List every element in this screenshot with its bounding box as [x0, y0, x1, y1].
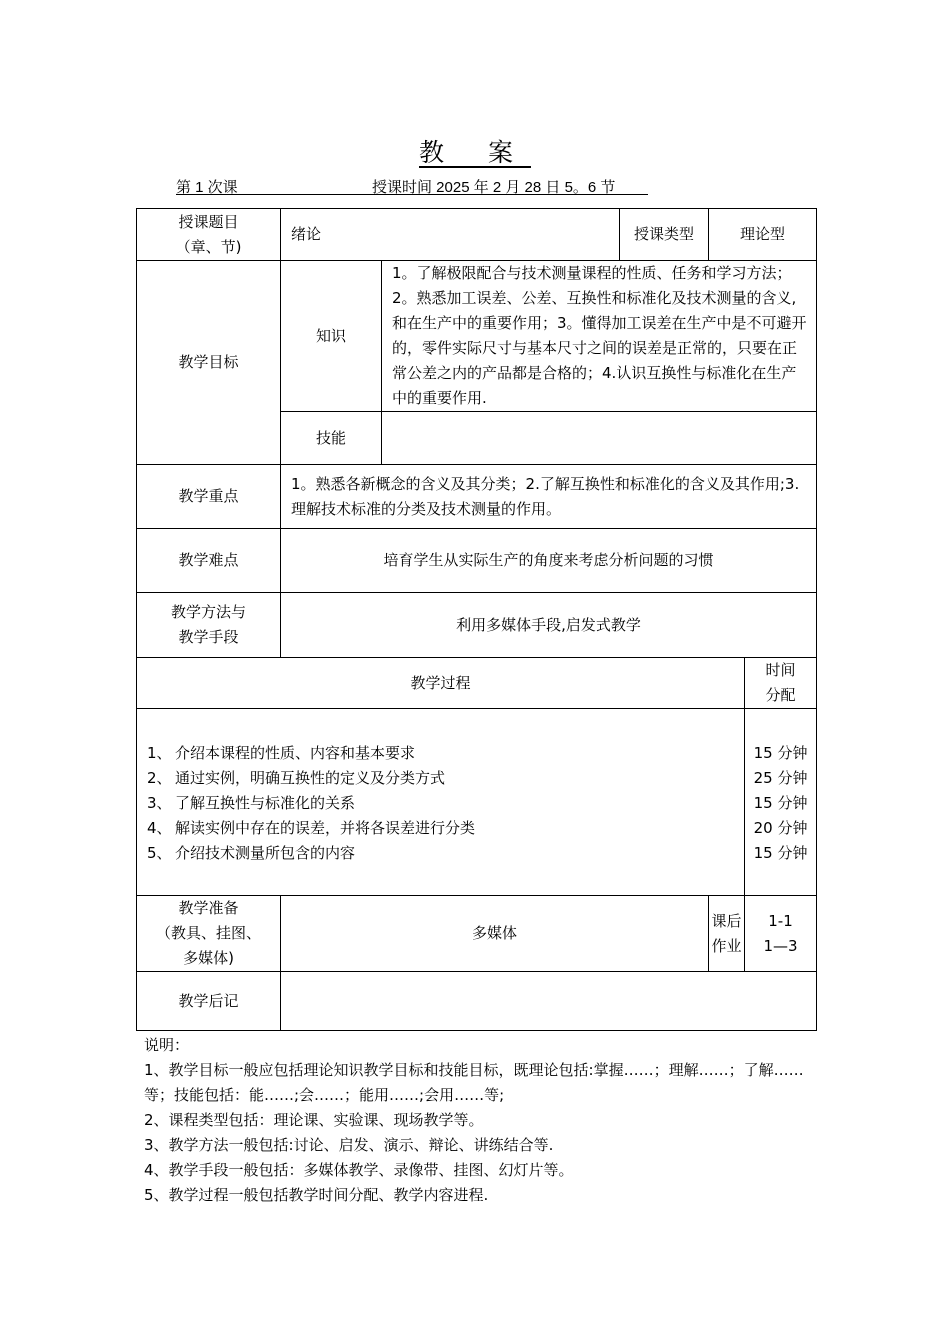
postscript-text — [281, 972, 817, 1031]
notes-section — [144, 1033, 816, 1208]
topic-label: 授课题目 （章、节) — [137, 209, 281, 261]
process-label: 教学过程 — [137, 658, 745, 709]
list-item: 4、 解读实例中存在的误差，并将各误差进行分类 — [147, 819, 476, 837]
skill-label: 技能 — [281, 412, 382, 465]
note-line: 3、教学方法一般包括:讨论、启发、演示、辩论、讲练结合等. — [144, 1136, 554, 1154]
lesson-number: 第 1 次课 — [176, 179, 238, 196]
preparation-label: 教学准备 （教具、挂图、 多媒体) — [137, 896, 281, 972]
time-value: 15 分钟 — [753, 744, 808, 762]
postscript-row — [137, 972, 817, 1031]
process-header-row — [137, 658, 817, 709]
list-item: 3、 了解互换性与标准化的关系 — [147, 794, 356, 812]
time-value: 15 分钟 — [753, 794, 808, 812]
note-line: 5、教学过程一般包括教学时间分配、教学内容进程. — [144, 1186, 489, 1204]
note-line: 1、教学目标一般应包括理论知识教学目标和技能目标，既理论包括:掌握……；理解……；了解……等；技能包括：能……;会……；能用……;会用……等; — [144, 1061, 804, 1104]
list-item: 5、 介绍技术测量所包含的内容 — [147, 844, 356, 862]
time-allocation-label: 时间 分配 — [745, 658, 817, 709]
knowledge-label: 知识 — [281, 261, 382, 412]
preparation-row — [137, 896, 817, 972]
notes-heading: 说明： — [144, 1036, 190, 1054]
time-value: 25 分钟 — [753, 769, 808, 787]
postscript-label: 教学后记 — [137, 972, 281, 1031]
list-item: 2、 通过实例，明确互换性的定义及分类方式 — [147, 769, 446, 787]
process-content-row — [137, 709, 817, 896]
process-times — [745, 709, 817, 896]
method-row — [137, 593, 817, 658]
goals-label: 教学目标 — [137, 261, 281, 465]
time-value: 15 分钟 — [753, 844, 808, 862]
method-label: 教学方法与 教学手段 — [137, 593, 281, 658]
difficulty-row — [137, 529, 817, 593]
type-label: 授课类型 — [620, 209, 709, 261]
homework-label: 课后 作业 — [709, 896, 745, 972]
lesson-time: 授课时间 2025 年 2 月 28 日 5。6 节 — [372, 179, 616, 196]
goals-knowledge-row — [137, 261, 817, 412]
time-value: 20 分钟 — [753, 819, 808, 837]
difficulty-text: 培育学生从实际生产的角度来考虑分析问题的习惯 — [281, 529, 817, 593]
list-item: 1、 介绍本课程的性质、内容和基本要求 — [147, 744, 416, 762]
key-points-label: 教学重点 — [137, 465, 281, 529]
key-points-row — [137, 465, 817, 529]
note-line: 4、教学手段一般包括：多媒体教学、录像带、挂图、幻灯片等。 — [144, 1161, 574, 1179]
preparation-text: 多媒体 — [281, 896, 709, 972]
lesson-plan-table — [136, 208, 817, 1031]
homework-value: 1-1 1—3 — [745, 896, 817, 972]
note-line: 2、课程类型包括：理论课、实验课、现场教学等。 — [144, 1111, 484, 1129]
topic-value: 绪论 — [281, 209, 620, 261]
topic-row — [137, 209, 817, 261]
document-title: 教 案 — [419, 138, 531, 167]
skill-text — [382, 412, 817, 465]
process-list — [137, 709, 745, 896]
difficulty-label: 教学难点 — [137, 529, 281, 593]
key-points-text: 1。熟悉各新概念的含义及其分类；2.了解互换性和标准化的含义及其作用;3.理解技术标准的分类及技术测量的作用。 — [281, 465, 817, 529]
method-text: 利用多媒体手段,启发式教学 — [281, 593, 817, 658]
type-value: 理论型 — [709, 209, 817, 261]
knowledge-text: 1。了解极限配合与技术测量课程的性质、任务和学习方法；2。熟悉加工误差、公差、互换性和标准化及技术测量的含义,和在生产中的重要作用；3。懂得加工误差在生产中是不可避开的，零件实际尺寸与基本尺寸之间的误差是正常的，只要在正常公差之内的产品都是合格的；4.认识互换性与标准化在生产中的重要作用. — [382, 261, 817, 412]
lesson-info-line — [176, 176, 648, 195]
